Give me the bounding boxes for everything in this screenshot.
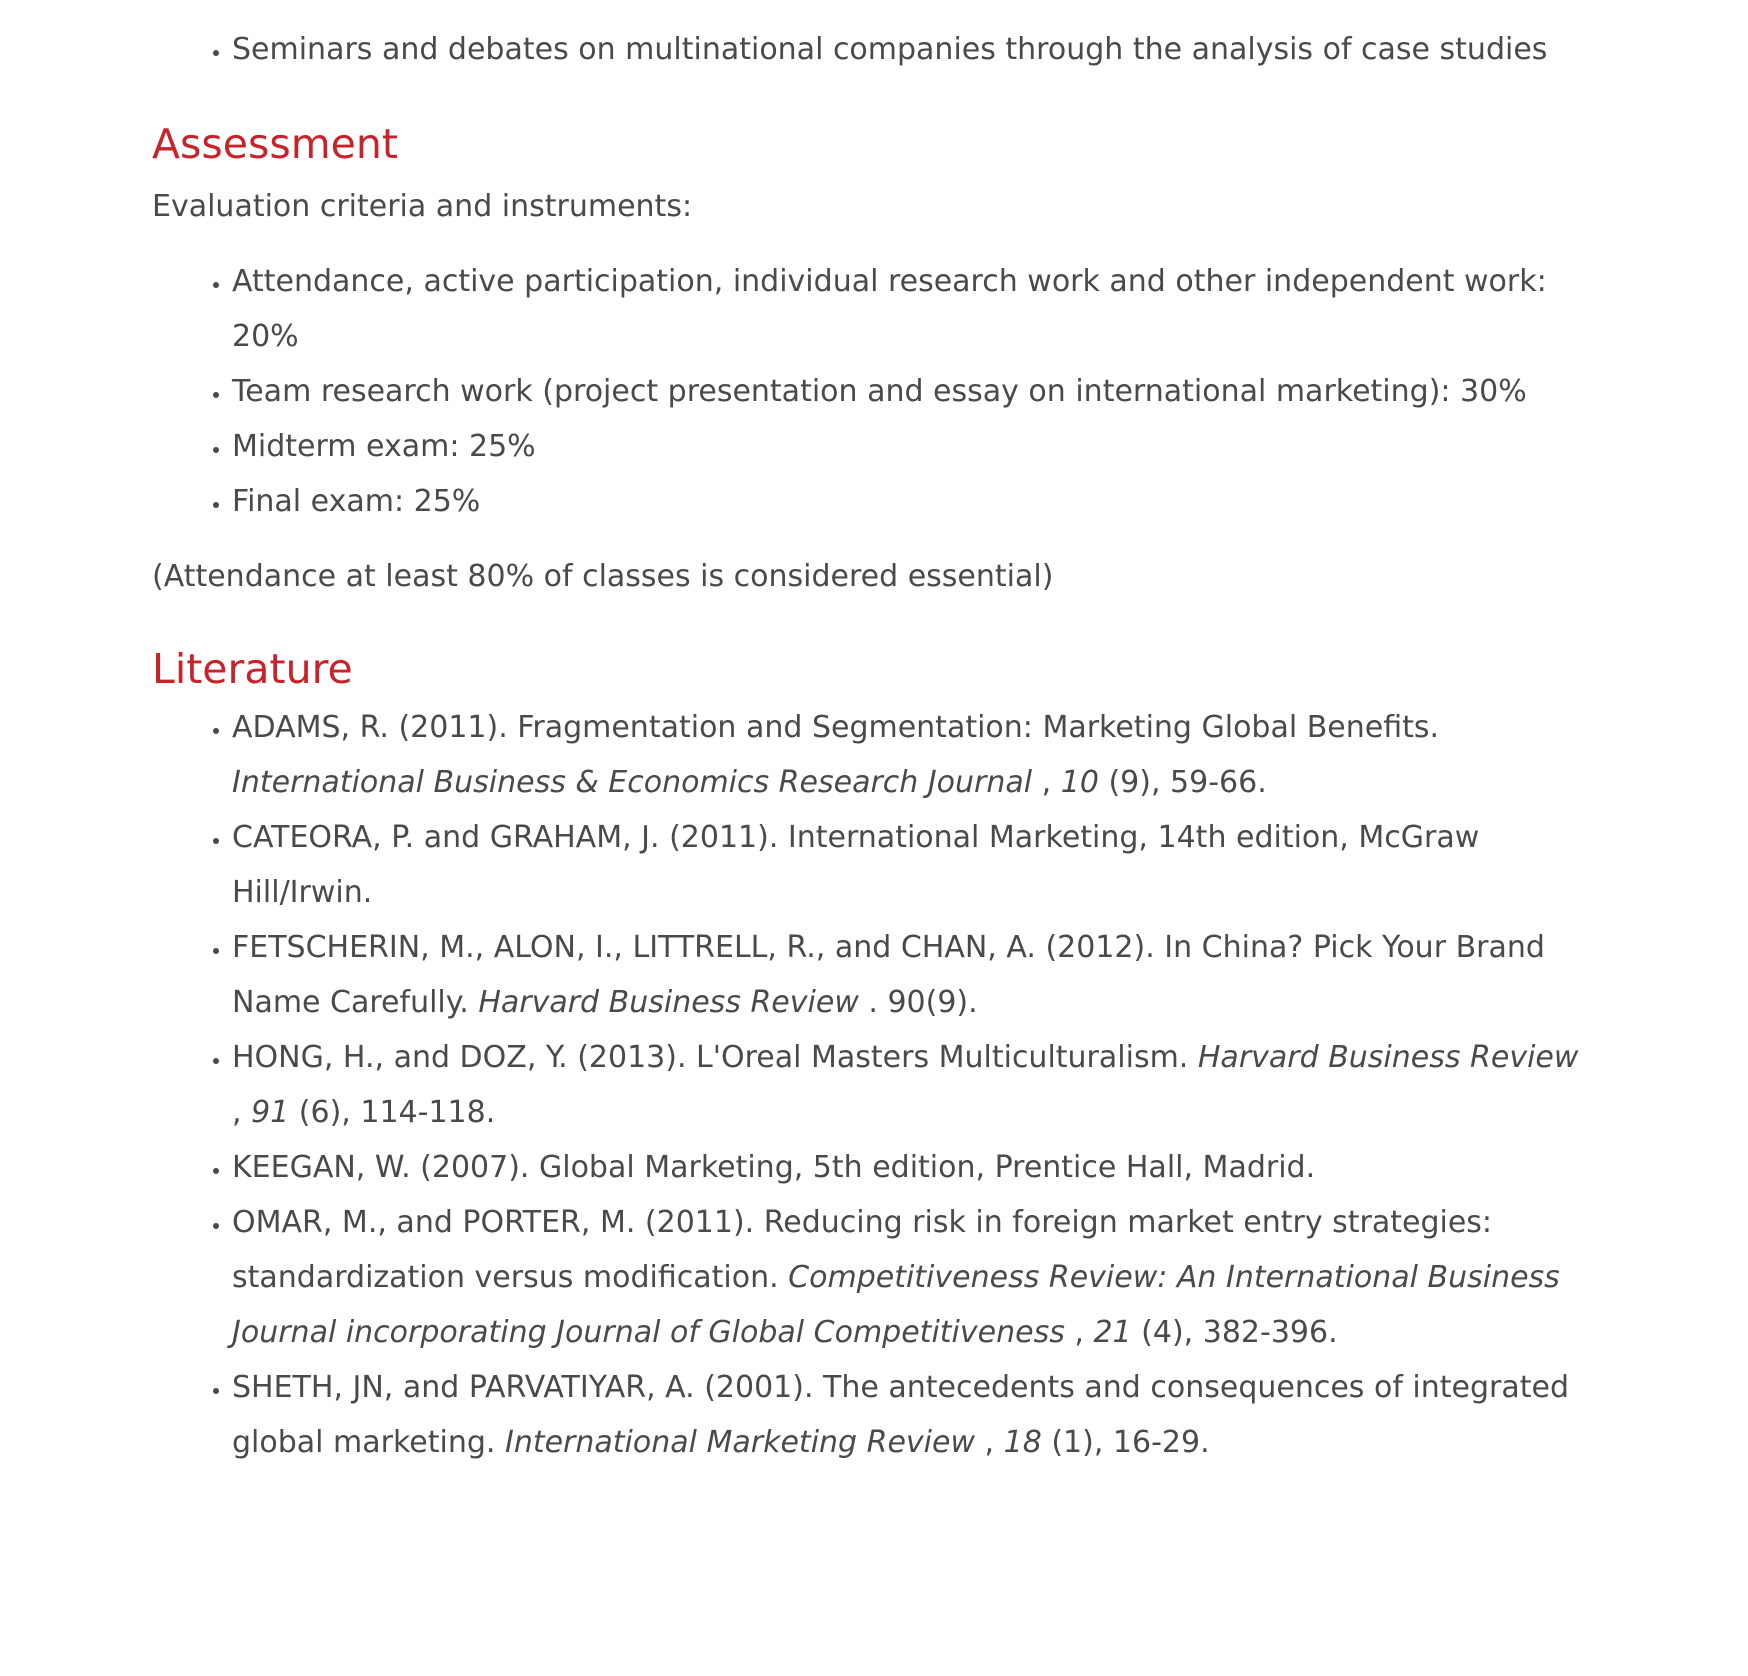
reference-item — [232, 1140, 1582, 1195]
literature-heading: Literature — [152, 645, 353, 693]
journal-volume: 10 — [1060, 765, 1099, 800]
reference-item — [232, 700, 1582, 810]
reference-separator: , — [1064, 1315, 1094, 1350]
reference-item — [232, 1030, 1582, 1140]
assessment-list — [152, 254, 1582, 529]
reference-text: OMAR, M., and PORTER, M. (2011). Reducing risk in foreign market entry strategies: standardization versus modification. — [232, 1205, 1493, 1295]
reference-pages: (1), 16-29. — [1041, 1425, 1210, 1460]
list-item: • Final exam: 25% — [232, 474, 1582, 529]
reference-pages: (9), 59-66. — [1098, 765, 1267, 800]
reference-separator: , — [1032, 765, 1061, 800]
reference-separator: , — [975, 1425, 1004, 1460]
journal-title: Harvard Business Review — [478, 985, 859, 1020]
reference-text: SHETH, JN, and PARVATIYAR, A. (2001). The antecedents and consequences of integrated global marketing. — [232, 1370, 1570, 1460]
journal-volume: 21 — [1093, 1315, 1132, 1350]
reference-item — [232, 1195, 1582, 1360]
list-item: • Team research work (project presentation and essay on international marketing): 30% — [232, 364, 1582, 419]
reference-text: HONG, H., and DOZ, Y. (2013). L'Oreal Masters Multiculturalism. — [232, 1040, 1198, 1075]
reference-text: CATEORA, P. and GRAHAM, J. (2011). International Marketing, 14th edition, McGraw Hill/Irwin. — [232, 820, 1480, 910]
journal-title: Competitiveness Review: An International Business Journal incorporating Journal of Global Competitiveness — [232, 1260, 1560, 1350]
assessment-heading: Assessment — [152, 120, 398, 168]
reference-separator: . — [858, 985, 888, 1020]
reference-pages: (4), 382-396. — [1131, 1315, 1338, 1350]
reference-text: KEEGAN, W. (2007). Global Marketing, 5th edition, Prentice Hall, Madrid. — [232, 1150, 1316, 1185]
list-item: • Attendance, active participation, individual research work and other independent work: 20% — [232, 254, 1582, 364]
assessment-intro: Evaluation criteria and instruments: — [152, 189, 693, 224]
journal-title: International Marketing Review — [504, 1425, 976, 1460]
attendance-note: (Attendance at least 80% of classes is considered essential) — [152, 559, 1054, 594]
reference-text: ADAMS, R. (2011). Fragmentation and Segmentation: Marketing Global Benefits. — [232, 710, 1440, 745]
reference-item — [232, 810, 1582, 920]
journal-title: Harvard Business Review — [1197, 1040, 1579, 1075]
journal-volume: 91 — [251, 1095, 290, 1130]
reference-text: FETSCHERIN, M., ALON, I., LITTRELL, R., and CHAN, A. (2012). In China? Pick Your Brand Name Carefully. — [232, 930, 1545, 1020]
reference-separator: , — [232, 1095, 252, 1130]
list-item: • Seminars and debates on multinational companies through the analysis of case studies — [232, 22, 1582, 77]
journal-title: International Business & Economics Research Journal — [232, 765, 1033, 800]
reference-item — [232, 920, 1582, 1030]
main-content — [152, 0, 1582, 1458]
reference-item — [232, 1360, 1582, 1470]
reference-pages: (6), 114-118. — [289, 1095, 496, 1130]
list-item: • Midterm exam: 25% — [232, 419, 1582, 474]
literature-list — [152, 700, 1582, 1470]
reference-pages: 90(9). — [887, 985, 978, 1020]
activities-list — [152, 22, 1582, 77]
journal-volume: 18 — [1003, 1425, 1042, 1460]
